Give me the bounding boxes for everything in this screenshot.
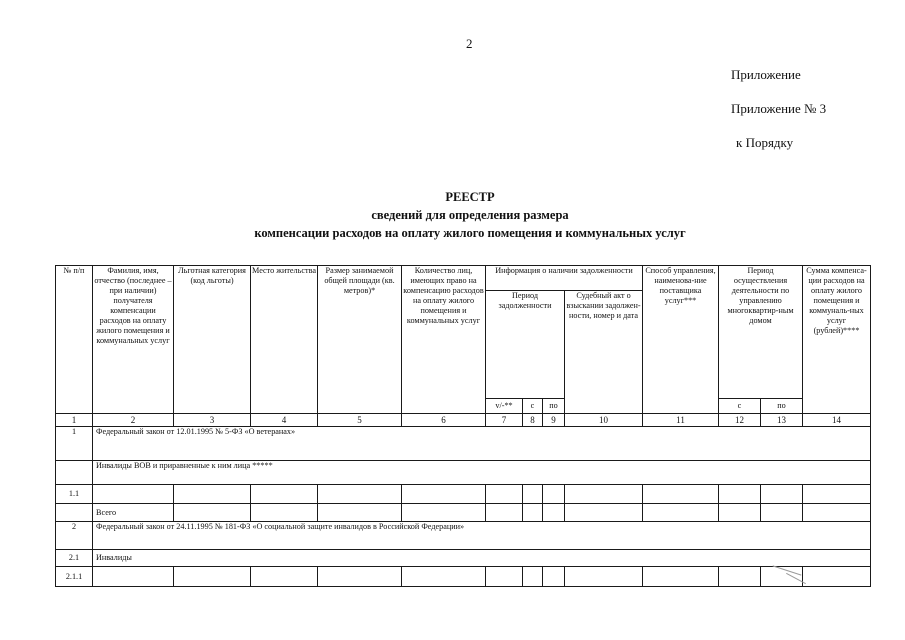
table-cell: [543, 504, 565, 522]
table-cell: [174, 567, 251, 587]
header-eligible-persons: Количество лиц, имеющих право на компенсацию расходов на оплату жилого помещения и коммунальных услуг: [402, 266, 486, 414]
table-cell: [318, 485, 402, 504]
table-cell: [486, 485, 523, 504]
table-cell: [543, 485, 565, 504]
table-cell: [318, 567, 402, 587]
table-cell: [803, 504, 871, 522]
column-number: 6: [402, 414, 486, 427]
table-cell: [251, 504, 318, 522]
header-debt-period: Период задолженности: [486, 291, 565, 399]
table-cell: [761, 485, 803, 504]
table-cell: [719, 485, 761, 504]
row-number: 1: [56, 427, 93, 461]
table-cell: [761, 504, 803, 522]
header-area-size: Размер занимаемой общей площади (кв. метров)*: [318, 266, 402, 414]
law-section-title: Федеральный закон от 12.01.1995 № 5-ФЗ «О ветеранах»: [93, 427, 871, 461]
page-number: 2: [466, 36, 473, 51]
header-residence: Место жительства: [251, 266, 318, 414]
table-cell: [402, 504, 486, 522]
column-number: 11: [643, 414, 719, 427]
header-debt-flag: v/-**: [486, 399, 523, 414]
header-fullname: Фамилия, имя, отчество (последнее – при наличии) получателя компенсации расходов на оплату жилого помещения и коммунальных услуг: [93, 266, 174, 414]
header-number: № п/п: [56, 266, 93, 414]
document-subtitle-2: компенсации расходов на оплату жилого помещения и коммунальных услуг: [254, 226, 686, 240]
registry-table: [55, 265, 871, 587]
document-title: РЕЕСТР: [445, 190, 495, 204]
table-cell: [643, 485, 719, 504]
table-cell: [402, 567, 486, 587]
category-title: Инвалиды: [93, 550, 871, 567]
total-label: Всего: [93, 504, 174, 522]
column-number: 10: [565, 414, 643, 427]
row-number: [56, 461, 93, 485]
header-compensation-sum: Сумма компенса-ции расходов на оплату жилого помещения и коммуналь-ных услуг (рублей)****: [803, 266, 871, 414]
table-cell: [523, 567, 543, 587]
table-cell: [174, 504, 251, 522]
column-number: 3: [174, 414, 251, 427]
table-cell: [251, 485, 318, 504]
column-number: 4: [251, 414, 318, 427]
table-cell: [803, 567, 871, 587]
column-number: 5: [318, 414, 402, 427]
row-number: 2: [56, 522, 93, 550]
table-cell: [402, 485, 486, 504]
header-debt-info: Информация о наличии задолженности: [486, 266, 643, 291]
category-title: Инвалиды ВОВ и приравненные к ним лица *****: [93, 461, 871, 485]
table-cell: [643, 567, 719, 587]
column-number: 2: [93, 414, 174, 427]
table-cell: [565, 485, 643, 504]
header-court-act: Судебный акт о взыскании задолжен-ности, номер и дата: [565, 291, 643, 414]
document-subtitle: сведений для определения размера: [371, 208, 569, 222]
row-number: 1.1: [56, 485, 93, 504]
row-number: 2.1.1: [56, 567, 93, 587]
table-cell: [93, 485, 174, 504]
row-number: 2.1: [56, 550, 93, 567]
table-cell: [523, 485, 543, 504]
appendix-number: Приложение № 3: [731, 101, 827, 116]
header-debt-to: по: [543, 399, 565, 414]
column-number: 7: [486, 414, 523, 427]
table-cell: [565, 567, 643, 587]
appendix-label: Приложение: [731, 67, 801, 82]
column-number: 13: [761, 414, 803, 427]
column-number: 1: [56, 414, 93, 427]
header-benefit-category: Льготная категория (код льготы): [174, 266, 251, 414]
column-number: 14: [803, 414, 871, 427]
table-cell: [719, 567, 761, 587]
table-cell: [719, 504, 761, 522]
table-cell: [803, 485, 871, 504]
table-cell: [318, 504, 402, 522]
column-number: 8: [523, 414, 543, 427]
table-cell: [543, 567, 565, 587]
column-number: 12: [719, 414, 761, 427]
header-management-to: по: [761, 399, 803, 414]
table-cell: [565, 504, 643, 522]
table-cell: [486, 567, 523, 587]
column-number: 9: [543, 414, 565, 427]
header-management-period: Период осуществления деятельности по управлению многоквартир-ным домом: [719, 266, 803, 399]
table-cell: [643, 504, 719, 522]
table-cell: [486, 504, 523, 522]
header-management-method: Способ управления, наименова-ние поставщика услуг***: [643, 266, 719, 414]
table-cell: [523, 504, 543, 522]
header-management-from: с: [719, 399, 761, 414]
table-cell: [174, 485, 251, 504]
header-debt-from: с: [523, 399, 543, 414]
table-cell: [93, 567, 174, 587]
row-number: [56, 504, 93, 522]
appendix-reference: к Порядку: [736, 135, 794, 150]
law-section-title: Федеральный закон от 24.11.1995 № 181-ФЗ «О социальной защите инвалидов в Российской Федерации»: [93, 522, 871, 550]
table-cell: [251, 567, 318, 587]
